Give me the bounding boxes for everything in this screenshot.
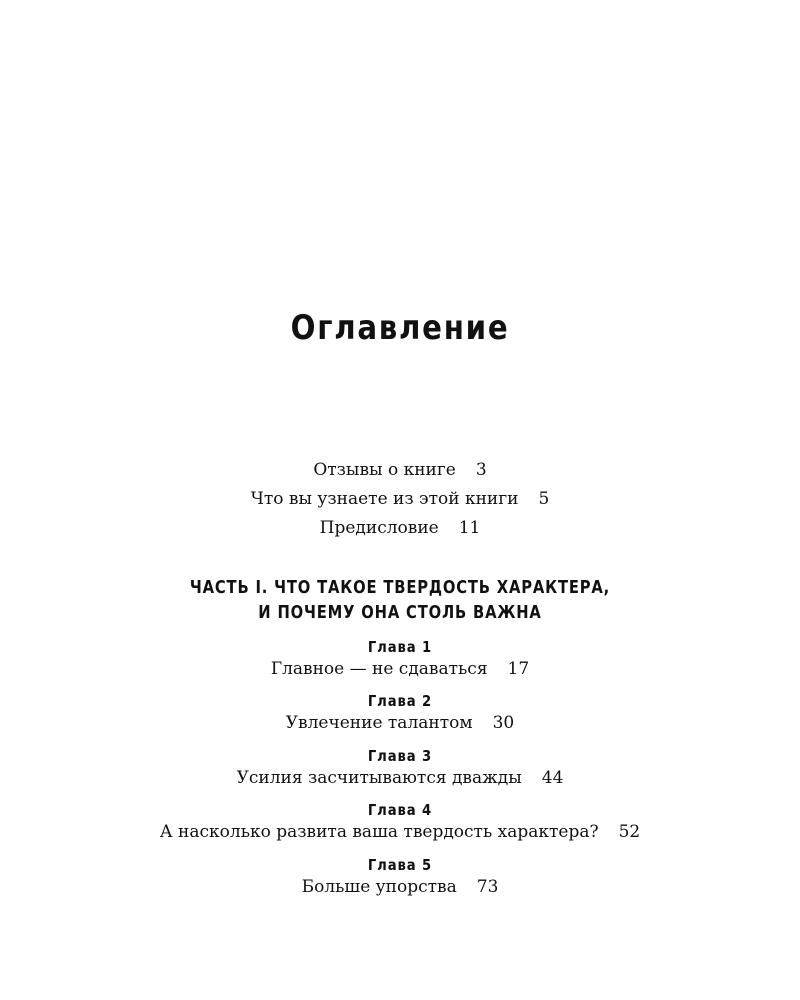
toc-entry-title: Отзывы о книге — [313, 460, 456, 480]
toc-entry-title: Увлечение талантом — [285, 713, 473, 733]
toc-entry-page: 44 — [541, 768, 564, 788]
toc-entry-chapter-1[interactable] — [0, 658, 800, 680]
toc-entry-page: 73 — [476, 877, 499, 897]
toc-entry-title: А насколько развита ваша твердость характера? — [159, 822, 599, 842]
toc-entry-chapter-3[interactable] — [0, 767, 800, 789]
chapter-label: Глава 3 — [367, 747, 433, 765]
toc-entry-reviews[interactable] — [0, 459, 800, 481]
toc-entry-page: 52 — [618, 822, 641, 842]
toc-entry-page: 17 — [507, 659, 530, 679]
chapter-label: Глава 1 — [367, 638, 433, 656]
toc-entry-page: 5 — [538, 489, 550, 509]
toc-entry-title: Больше упорства — [301, 877, 457, 897]
toc-entry-page: 3 — [475, 460, 487, 480]
toc-entry-chapter-4[interactable] — [0, 821, 800, 843]
toc-entry-chapter-2[interactable] — [0, 712, 800, 734]
part-heading-line-1: ЧАСТЬ I. ЧТО ТАКОЕ ТВЕРДОСТЬ ХАРАКТЕРА, — [189, 577, 611, 598]
toc-entry-title: Что вы узнаете из этой книги — [250, 489, 519, 509]
toc-entry-title: Главное — не сдаваться — [270, 659, 488, 679]
toc-entry-chapter-5[interactable] — [0, 876, 800, 898]
chapter-label: Глава 4 — [367, 801, 433, 819]
chapter-label: Глава 2 — [367, 692, 433, 710]
chapter-label: Глава 5 — [367, 856, 433, 874]
toc-entry-title: Усилия засчитываются дважды — [236, 768, 522, 788]
page-title: Оглавление — [290, 308, 510, 348]
part-heading-line-2: И ПОЧЕМУ ОНА СТОЛЬ ВАЖНА — [258, 602, 542, 623]
toc-entry-what-you-learn[interactable] — [0, 488, 800, 510]
toc-entry-preface[interactable] — [0, 517, 800, 539]
toc-entry-page: 30 — [492, 713, 515, 733]
toc-entry-page: 11 — [458, 518, 481, 538]
toc-entry-title: Предисловие — [319, 518, 439, 538]
